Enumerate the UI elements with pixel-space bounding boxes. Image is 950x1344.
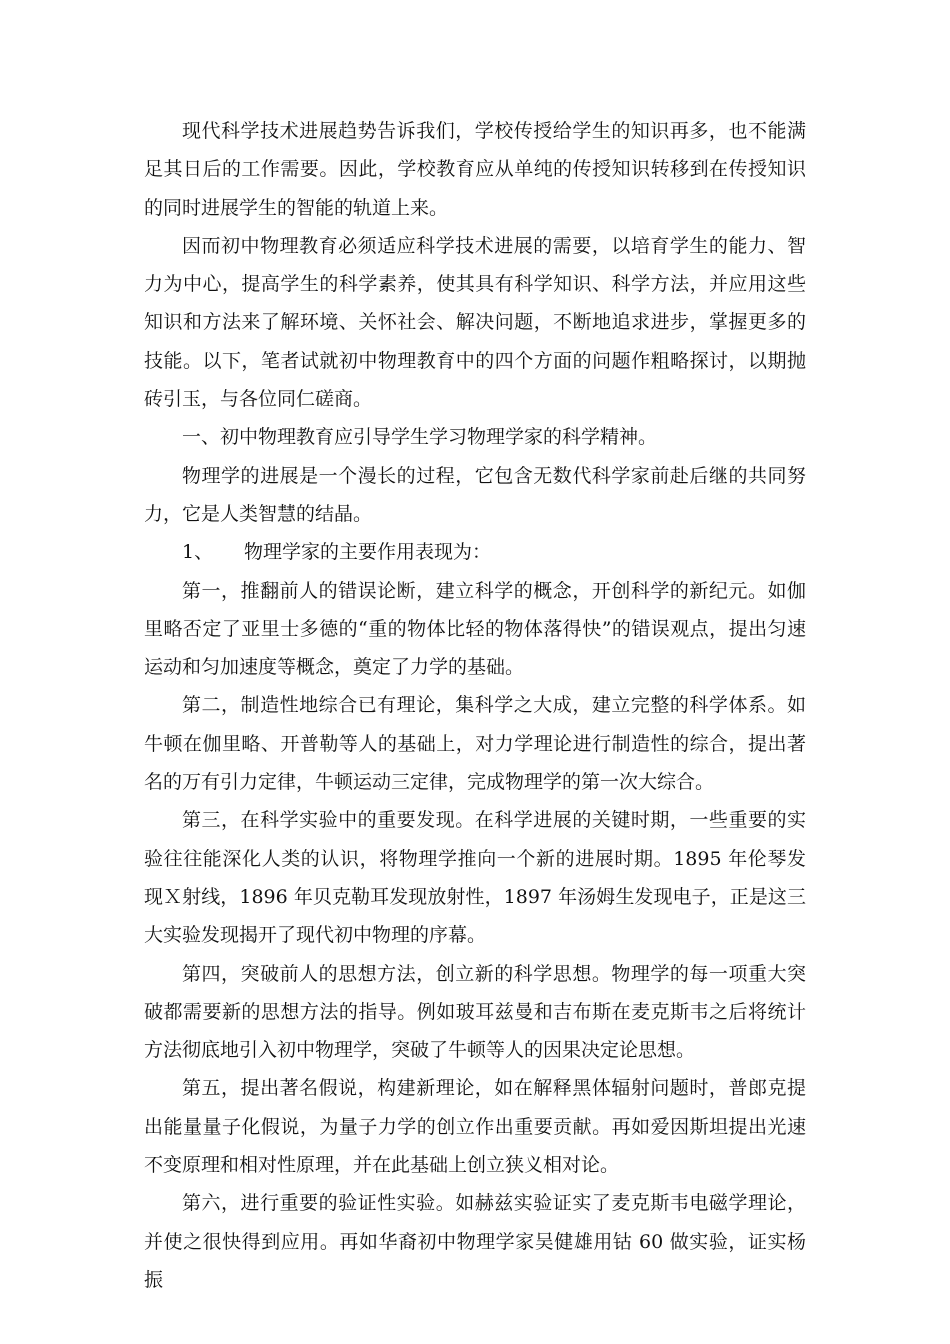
point-paragraph: 第五，提出著名假说，构建新理论，如在解释黑体辐射问题时，普郎克提出能量量子化假说，为量子力学的创立作出重要贡献。再如爱因斯坦提出光速不变原理和相对性原理，并在此基础上创立狭义相对论。 [144, 1077, 806, 1177]
point-paragraph: 第四，突破前人的思想方法，创立新的科学思想。物理学的每一项重大突破都需要新的思想方法的指导。例如玻耳兹曼和吉布斯在麦克斯韦之后将统计方法彻底地引入初中物理学，突破了牛顿等人的因果决定论思想。 [144, 962, 806, 1062]
paragraph: 因而初中物理教育必须适应科学技术进展的需要，以培育学生的能力、智力为中心，提高学生的科学素养，使其具有科学知识、科学方法，并应用这些知识和方法来了解环境、关怀社会、解决问题，不断地追求进步，掌握更多的技能。以下，笔者试就初中物理教育中的四个方面的问题作粗略探讨，以期抛砖引玉，与各位同仁磋商。 [144, 234, 806, 411]
paragraph: 现代科学技术进展趋势告诉我们，学校传授给学生的知识再多，也不能满足其日后的工作需要。因此，学校教育应从单纯的传授知识转移到在传授知识的同时进展学生的智能的轨道上来。 [144, 120, 806, 219]
list-item [144, 533, 806, 571]
point-paragraph: 第三，在科学实验中的重要发现。在科学进展的关键时期，一些重要的实验往往能深化人类的认识，将物理学推向一个新的进展时期。1895 年伦琴发现Ｘ射线，1896 年贝克勒耳发现放射性，1897 年汤姆生发现电子，正是这三大实验发现揭开了现代初中物理的序幕。 [144, 809, 806, 947]
point-paragraph: 第一，推翻前人的错误论断，建立科学的概念，开创科学的新纪元。如伽里略否定了亚里士多德的“重的物体比轻的物体落得快”的错误观点，提出匀速运动和匀加速度等概念，奠定了力学的基础。 [144, 579, 806, 679]
list-item-number: 1、 [182, 541, 214, 564]
point-paragraph: 第二，制造性地综合已有理论，集科学之大成，建立完整的科学体系。如牛顿在伽里略、开普勒等人的基础上，对力学理论进行制造性的综合，提出著名的万有引力定律，牛顿运动三定律，完成物理学的第一次大综合。 [144, 694, 806, 794]
point-paragraph: 第六，进行重要的验证性实验。如赫兹实验证实了麦克斯韦电磁学理论，并使之很快得到应用。再如华裔初中物理学家吴健雄用钴 60 做实验，证实杨振 [144, 1192, 806, 1291]
section-heading: 一、初中物理教育应引导学生学习物理学家的科学精神。 [182, 426, 658, 449]
list-item-text: 物理学家的主要作用表现为： [244, 541, 492, 564]
document-body [144, 112, 806, 1299]
paragraph: 物理学的进展是一个漫长的过程，它包含无数代科学家前赴后继的共同努力，它是人类智慧的结晶。 [144, 464, 806, 525]
